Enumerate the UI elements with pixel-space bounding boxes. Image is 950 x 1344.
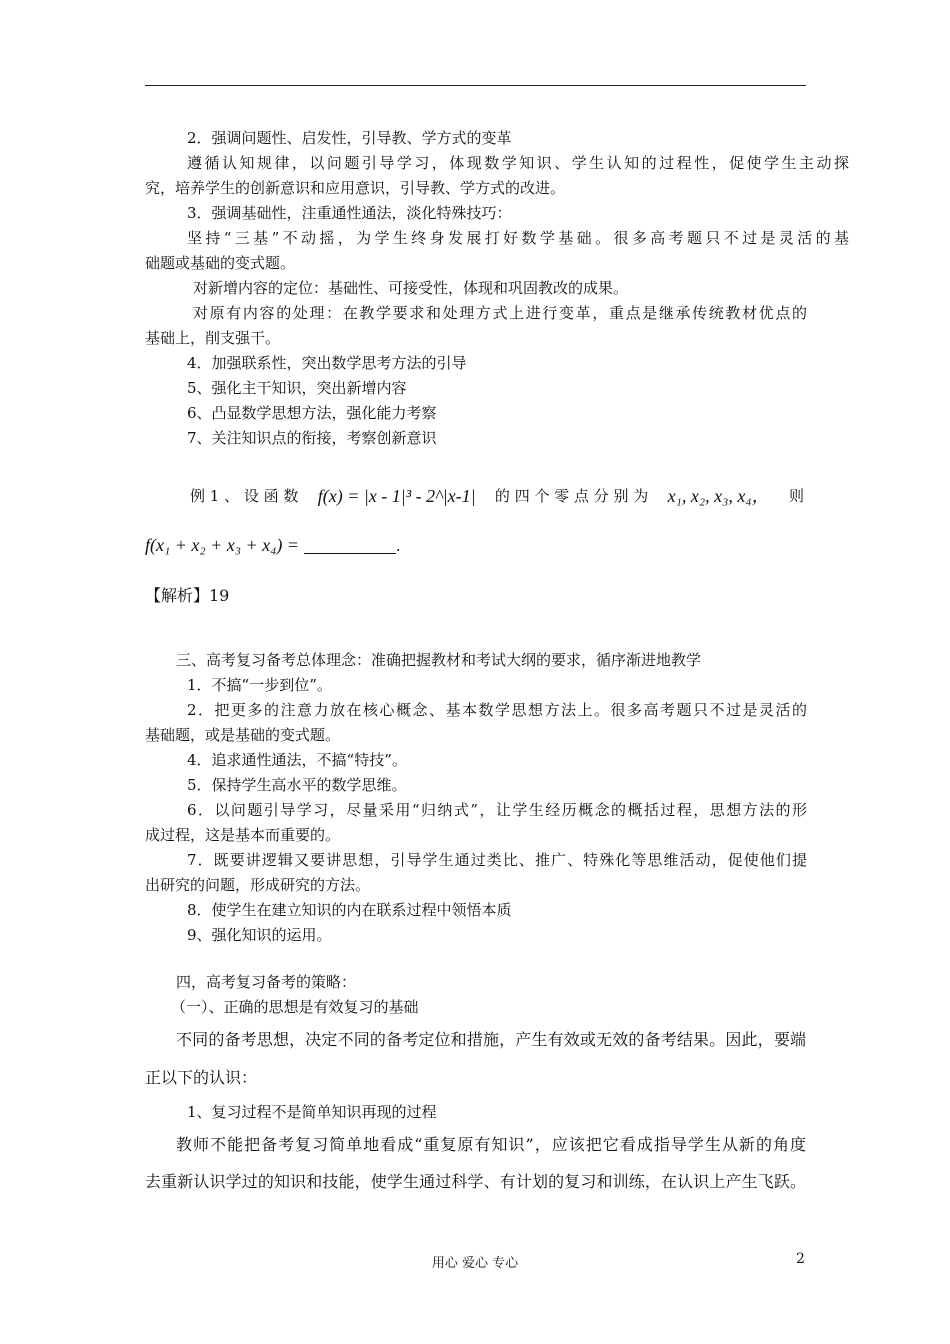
text-line: 3．强调基础性，注重通性通法，淡化特殊技巧：	[187, 204, 512, 222]
text-line: 1、复习过程不是简单知识再现的过程	[187, 1103, 437, 1121]
question-end: .	[395, 537, 401, 555]
page-number: 2	[796, 1251, 805, 1267]
text-line: 8．使学生在建立知识的内在联系过程中领悟本质	[187, 901, 512, 919]
example-suffix: 则	[788, 487, 804, 505]
text-line: 4．加强联系性，突出数学思考方法的引导	[187, 354, 467, 372]
section-heading: 四，高考复习备考的策略：	[176, 973, 357, 991]
text-line: 础题或基础的变式题。	[145, 254, 296, 272]
text-line: 9、强化知识的运用。	[187, 926, 332, 944]
text-line: 基础题，或是基础的变式题。	[145, 726, 341, 744]
example-line	[190, 486, 804, 506]
text-line: 对新增内容的定位：基础性、可接受性，体现和巩固教改的成果。	[193, 279, 629, 297]
text-line: 基础上，削支强干。	[145, 329, 281, 347]
header-rule	[145, 85, 806, 86]
example-middle: 的 四 个 零 点 分 别 为	[494, 487, 649, 505]
text-line: 6．以问题引导学习，尽量采用“归纳式”，让学生经历概念的概括过程，思想方法的形	[187, 801, 807, 819]
text-line: 出研究的问题，形成研究的方法。	[145, 876, 371, 894]
example-function: f(x) = |x - 1|³ - 2^|x-1|	[317, 486, 476, 506]
text-line: 对原有内容的处理：在教学要求和处理方式上进行变革，重点是继承传统教材优点的	[193, 304, 807, 322]
example-prefix: 例 1 、 设 函 数	[190, 487, 299, 505]
text-line: 正以下的认识：	[145, 1068, 258, 1087]
text-line: 1．不搞“一步到位”。	[187, 676, 332, 694]
text-line: 7．既要讲逻辑又要讲思想，引导学生通过类比、推广、特殊化等思维活动，促使他们提	[187, 851, 807, 869]
text-line: 5、强化主干知识，突出新增内容	[187, 379, 407, 397]
answer-blank	[304, 537, 396, 554]
text-line: 2．强调问题性、启发性，引导教、学方式的变革	[187, 129, 512, 147]
subsection-heading: （一）、正确的思想是有效复习的基础	[171, 998, 419, 1016]
text-line: 6、凸显数学思想方法，强化能力考察	[187, 404, 437, 422]
answer-line: 【解析】19	[145, 586, 230, 605]
text-line: 坚持“三基”不动摇，为学生终身发展打好数学基础。很多高考题只不过是灵活的基	[187, 229, 849, 247]
text-line: 不同的备考思想，决定不同的备考定位和措施，产生有效或无效的备考结果。因此，要端	[176, 1030, 806, 1049]
text-line: 究，培养学生的创新意识和应用意识，引导教、学方式的改进。	[145, 179, 566, 197]
text-line: 成过程，这是基本而重要的。	[145, 826, 341, 844]
question-expression: f(x₁ + x₂ + x₃ + x₄) =	[145, 535, 300, 555]
text-line: 5．保持学生高水平的数学思维。	[187, 776, 407, 794]
example-zeros: x₁, x₂, x₃, x₄，	[667, 486, 770, 506]
text-line: 7、关注知识点的衔接，考察创新意识	[187, 429, 437, 447]
example-question	[145, 535, 807, 556]
text-line: 遵循认知规律，以问题引导学习，体现数学知识、学生认知的过程性，促使学生主动探	[187, 154, 849, 172]
text-line: 4．追求通性通法，不搞“特技”。	[187, 751, 407, 769]
text-line: 教师不能把备考复习简单地看成“重复原有知识”，应该把它看成指导学生从新的角度	[176, 1135, 806, 1154]
text-line: 去重新认识学过的知识和技能，使学生通过科学、有计划的复习和训练，在认识上产生飞跃。	[145, 1172, 806, 1191]
footer-motto: 用心 爱心 专心	[431, 1256, 519, 1271]
section-heading: 三、高考复习备考总体理念：准确把握教材和考试大纲的要求，循序渐进地教学	[176, 651, 702, 669]
text-line: 2．把更多的注意力放在核心概念、基本数学思想方法上。很多高考题只不过是灵活的	[187, 701, 807, 719]
